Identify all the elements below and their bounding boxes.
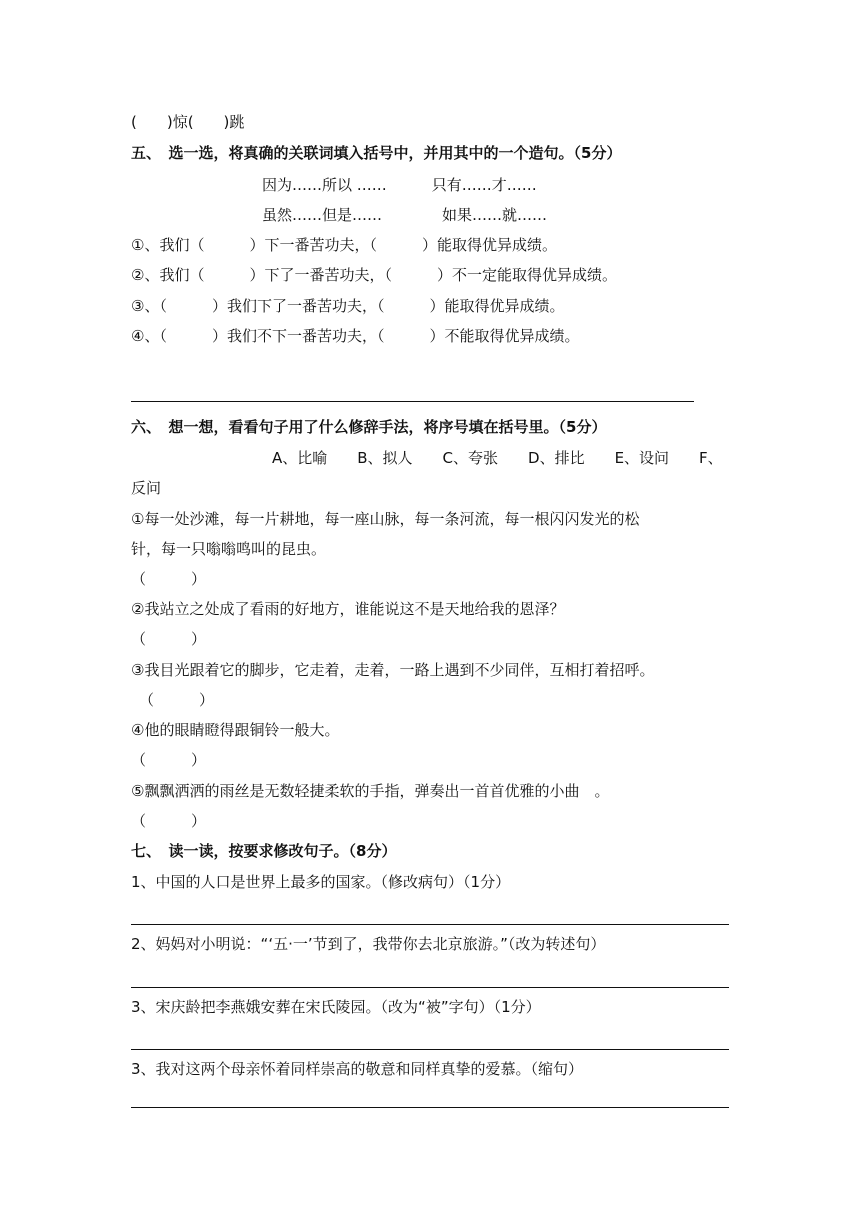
section6-q4-answer[interactable]: （ ）	[131, 751, 207, 769]
section5-item-1: ①、我们（ ）下一番苦功夫，（ ）能取得优异成绩。	[131, 236, 557, 254]
section6-q1-line2: 针，每一只嗡嗡鸣叫的昆虫。	[131, 540, 327, 558]
sentence-answer-line[interactable]	[131, 401, 694, 402]
section7-item-1: 1、中国的人口是世界上最多的国家。（修改病句）（1分）	[131, 873, 511, 891]
section7-item-3: 3、宋庆龄把李燕娥安葬在宋氏陵园。（改为“被”字句）（1分）	[131, 998, 541, 1016]
section6-q3-answer[interactable]: （ ）	[139, 691, 215, 709]
section6-heading: 六、 想一想，看看句子用了什么修辞手法，将序号填在括号里。（5分）	[131, 418, 607, 436]
section7-item-2: 2、妈妈对小明说：“‘五·一’节到了，我带你去北京旅游。”（改为转述句）	[131, 935, 606, 953]
section6-q2: ②我站立之处成了看雨的好地方，谁能说这不是天地给我的恩泽？	[131, 600, 565, 618]
section6-q5-answer[interactable]: （ ）	[131, 812, 207, 830]
section7-heading: 七、 读一读，按要求修改句子。（8分）	[131, 842, 397, 860]
section5-item-2: ②、我们（ ）下了一番苦功夫，（ ）不一定能取得优异成绩。	[131, 266, 617, 284]
section7-item-4: 3、我对这两个母亲怀着同样崇高的敬意和同样真挚的爱慕。（缩句）	[131, 1060, 584, 1078]
section7-answer-line-2[interactable]	[131, 987, 729, 988]
section6-q1-line1: ①每一处沙滩，每一片耕地，每一座山脉，每一条河流，每一根闪闪发光的松	[131, 510, 640, 528]
section6-q1-answer[interactable]: （ ）	[131, 570, 207, 588]
section5-heading: 五、 选一选，将真确的关联词填入括号中，并用其中的一个造句。（5分）	[131, 144, 622, 162]
section6-q3: ③我目光跟着它的脚步，它走着，走着，一路上遇到不少同伴，互相打着招呼。	[131, 661, 655, 679]
section6-q5: ⑤飘飘洒洒的雨丝是无数轻捷柔软的手指，弹奏出一首首优雅的小曲 。	[131, 782, 610, 800]
section7-answer-line-4[interactable]	[131, 1107, 729, 1108]
section6-options: A、比喻 B、拟人 C、夸张 D、排比 E、设问 F、	[272, 449, 723, 467]
section6-q4: ④他的眼睛瞪得跟铜铃一般大。	[131, 721, 340, 739]
section5-options-row1: 因为……所以 …… 只有……才……	[262, 176, 537, 194]
section5-item-4: ④、（ ）我们不下一番苦功夫，（ ）不能取得优异成绩。	[131, 327, 580, 345]
section7-answer-line-1[interactable]	[131, 924, 729, 925]
section6-options-wrap: 反问	[131, 479, 162, 497]
section5-item-3: ③、（ ）我们下了一番苦功夫，（ ）能取得优异成绩。	[131, 297, 565, 315]
section5-options-row2: 虽然……但是…… 如果……就……	[262, 206, 548, 224]
section6-q2-answer[interactable]: （ ）	[131, 630, 207, 648]
top-line: ( )惊( )跳	[131, 113, 245, 131]
section7-answer-line-3[interactable]	[131, 1049, 729, 1050]
